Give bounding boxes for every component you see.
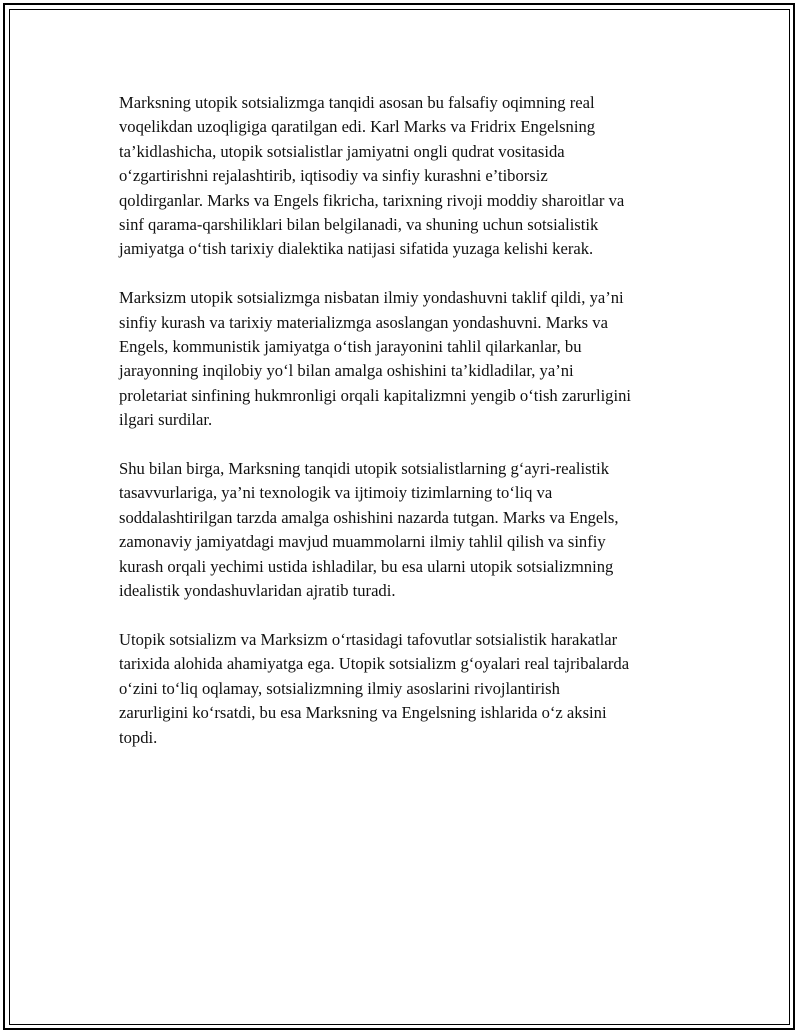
paragraph-2: Marksizm utopik sotsializmga nisbatan ilmiy yondashuvni taklif qildi, ya’ni sinfiy kurash va tarixiy materializmga asoslangan yondashuvni. Marks va Engels, kommunistik jamiyatga o‘tish jarayonini tahlil qilarkanlar, bu jarayonning inqilobiy yo‘l bilan amalga oshishini ta’kidladilar, ya’ni proletariat sinfining hukmronligi orqali kapitalizmni yengib o‘tish zarurligini ilgari surdilar.	[119, 288, 631, 430]
paragraph-3: Shu bilan birga, Marksning tanqidi utopik sotsialistlarning g‘ayri-realistik tasavvurlariga, ya’ni texnologik va ijtimoiy tizimlarning to‘liq va soddalashtirilgan tarzda amalga oshishini nazarda tutgan. Marks va Engels, zamonaviy jamiyatdagi mavjud muammolarni ilmiy tahlil qilish va sinfiy kurash orqali yechimi ustida ishladilar, bu esa ularni utopik sotsializmning idealistik yondashuvlaridan ajratib turadi.	[119, 459, 619, 601]
document-body	[119, 91, 694, 774]
paragraph-1: Marksning utopik sotsializmga tanqidi asosan bu falsafiy oqimning real voqelikdan uzoqligiga qaratilgan edi. Karl Marks va Fridrix Engelsning ta’kidlashicha, utopik sotsialistlar jamiyatni ongli qudrat vositasida o‘zgartirishni rejalashtirib, iqtisodiy va sinfiy kurashni e’tiborsiz qoldirganlar. Marks va Engels fikricha, tarixning rivoji moddiy sharoitlar va sinf qarama-qarshiliklari bilan belgilanadi, va shuning uchun sotsialistik jamiyatga o‘tish tarixiy dialektika natijasi sifatida yuzaga kelishi kerak.	[119, 93, 625, 259]
paragraph-4: Utopik sotsializm va Marksizm o‘rtasidagi tafovutlar sotsialistik harakatlar tarixida alohida ahamiyatga ega. Utopik sotsializm g‘oyalari real tajribalarda o‘zini to‘liq oqlamay, sotsializmning ilmiy asoslarini rivojlantirish zarurligini ko‘rsatdi, bu esa Marksning va Engelsning ishlarida o‘z aksini topdi.	[119, 629, 630, 747]
